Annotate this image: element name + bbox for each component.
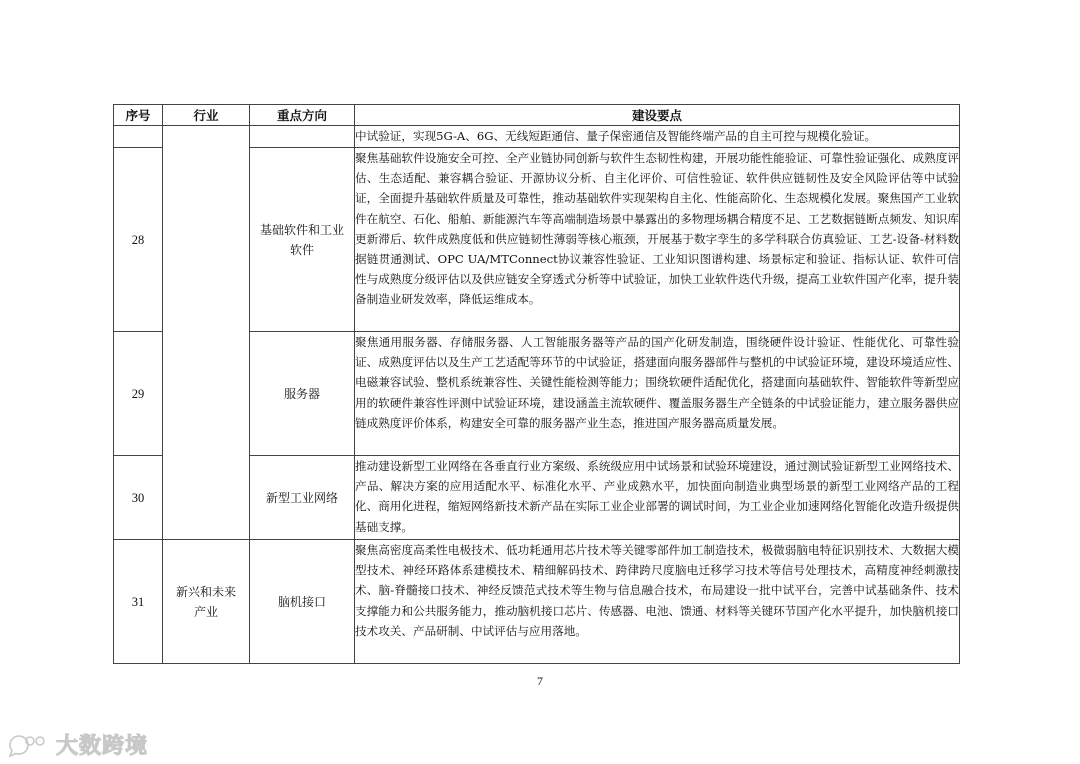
header-no: 序号 xyxy=(114,105,163,126)
cell-points: 聚焦基础软件设施安全可控、全产业链协同创新与软件生态韧性构建，开展功能性能验证、可靠性验证强化、成熟度评估、生态适配、兼容耦合验证、开源协议分析、自主化评价、可信性验证、软件供应链韧性及安全风险评估等中试验证，全面提升基础软件质量及可靠性，推动基础软件实现架构自主化、性能高阶化、生态规模化发展。聚焦国产工业软件在航空、石化、船舶、新能源汽车等高端制造场景中暴露出的多物理场耦合精度不足、工艺数据链断点频发、知识库更新滞后、软件成熟度低和供应链韧性薄弱等核心瓶颈，开展基于数字孪生的多学科联合仿真验证、工艺-设备-材料数据链贯通测试、OPC UA/MTConnect协议兼容性验证、工业知识图谱构建、场景标定和验证、指标认证、软件可信性与成熟度分级评估以及供应链安全穿透式分析等中试验证，加快工业软件迭代升级，提高工业软件国产化率，提升装备制造业研发效率，降低运维成本。 xyxy=(355,148,960,332)
speech-bubble-logo-icon xyxy=(6,732,50,758)
watermark-text: 大数跨境 xyxy=(56,734,149,759)
cell-no: 31 xyxy=(114,540,163,664)
page-number: 7 xyxy=(537,674,543,688)
cell-points-continuation: 中试验证，实现5G-A、6G、无线短距通信、量子保密通信及智能终端产品的自主可控与规模化验证。 xyxy=(355,126,960,148)
cell-points: 推动建设新型工业网络在各垂直行业方案级、系统级应用中试场景和试验环境建设，通过测试验证新型工业网络技术、产品、解决方案的应用适配水平、标准化水平、产业成熟水平，加快面向制造业典型场景的新型工业网络产品的工程化、商用化进程，缩短网络新技术新产品在实际工业企业部署的调试时间，为工业企业加速网络化智能化改造升级提供基础支撑。 xyxy=(355,456,960,540)
header-direction: 重点方向 xyxy=(250,105,355,126)
cell-no: 29 xyxy=(114,332,163,456)
cell-direction: 服务器 xyxy=(250,332,355,456)
requirements-table xyxy=(113,104,960,664)
cell-no-empty xyxy=(114,126,163,148)
table-row xyxy=(114,126,960,148)
cell-industry: 新兴和未来产业 xyxy=(163,540,250,664)
cell-direction: 新型工业网络 xyxy=(250,456,355,540)
cell-industry-empty xyxy=(163,126,250,540)
table-row xyxy=(114,540,960,664)
table-header-row xyxy=(114,105,960,126)
watermark xyxy=(6,729,148,760)
cell-direction: 基础软件和工业软件 xyxy=(250,148,355,332)
cell-no: 28 xyxy=(114,148,163,332)
cell-points: 聚焦通用服务器、存储服务器、人工智能服务器等产品的国产化研发制造，围绕硬件设计验证、性能优化、可靠性验证、成熟度评估以及生产工艺适配等环节的中试验证，搭建面向服务器部件与整机的中试验证环境，建设环境适应性、电磁兼容试验、整机系统兼容性、关键性能检测等能力；围绕软硬件适配优化，搭建面向基础软件、智能软件等新型应用的软硬件兼容性评测中试验证环境，建设涵盖主流软硬件、覆盖服务器生产全链条的中试验证能力，建立服务器供应链成熟度评价体系，构建安全可靠的服务器产业生态，推进国产服务器高质量发展。 xyxy=(355,332,960,456)
header-points: 建设要点 xyxy=(355,105,960,126)
cell-no: 30 xyxy=(114,456,163,540)
cell-direction-empty xyxy=(250,126,355,148)
header-industry: 行业 xyxy=(163,105,250,126)
cell-points: 聚焦高密度高柔性电极技术、低功耗通用芯片技术等关键零部件加工制造技术，极微弱脑电特征识别技术、大数据大模型技术、神经环路体系建模技术、精细解码技术、跨律跨尺度脑电迁移学习技术等信号处理技术，高精度神经刺激技术、脑-脊髓接口技术、神经反馈范式技术等生物与信息融合技术，布局建设一批中试平台，完善中试基础条件、技术支撑能力和公共服务能力，推动脑机接口芯片、传感器、电池、馈通、材料等关键环节国产化水平提升，加快脑机接口技术攻关、产品研制、中试评估与应用落地。 xyxy=(355,540,960,664)
cell-direction: 脑机接口 xyxy=(250,540,355,664)
